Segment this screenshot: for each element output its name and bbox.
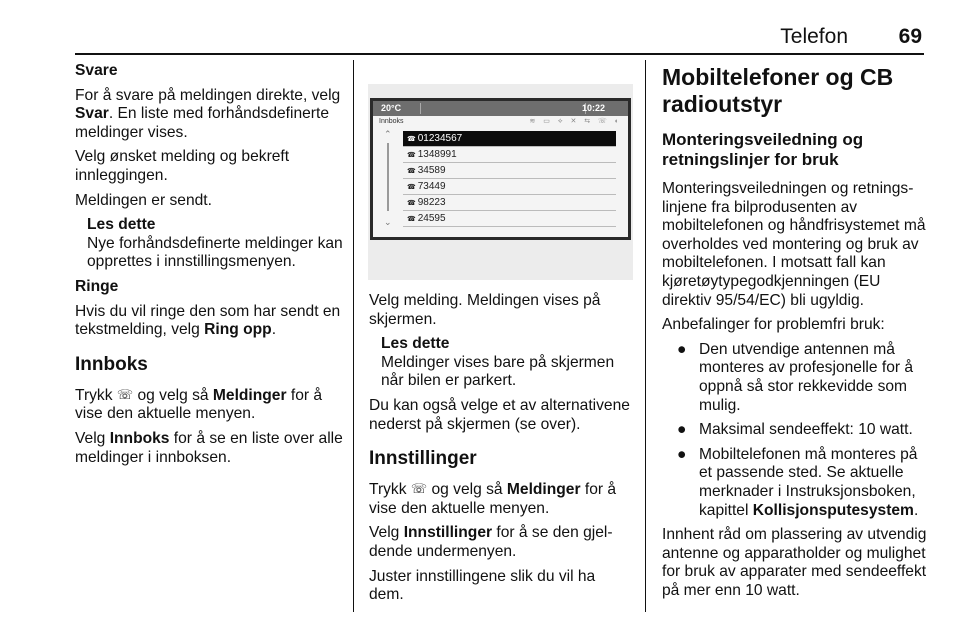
message-list-item[interactable] (403, 147, 616, 163)
scroll-up-icon[interactable]: ⌃ (384, 129, 392, 139)
recommendation-list (662, 341, 930, 520)
message-list-item[interactable] (403, 163, 616, 179)
ringe-paragraph: Hvis du vil ringe den som har sendt en tekstmelding, velg Ring opp. (75, 302, 341, 339)
right-paragraph-3: Innhent råd om plassering av utvendig antenne og apparatholder og mulighet for bruk av apparater med sendeeffekt på mer enn 10 watt. (662, 526, 927, 599)
phone-icon: ☎ (407, 136, 416, 143)
status-separator (420, 103, 421, 114)
right-paragraph-2: Anbefalinger for problemfri bruk: (662, 316, 885, 334)
header-rule (75, 53, 924, 55)
phone-icon: ☏ (410, 481, 428, 497)
list-title-bar (373, 116, 628, 128)
display-area (373, 101, 628, 237)
note-title: Les dette (381, 335, 450, 353)
column-divider-1 (353, 60, 354, 612)
ring-opp-term: Ring opp (204, 321, 272, 339)
phone-icon: ☎ (407, 168, 416, 175)
phone-icon: ☏ (116, 386, 134, 402)
clock-readout: 10:22 (581, 103, 605, 113)
bullet-icon: ● (677, 445, 687, 463)
innboks-paragraph-2: Velg Innboks for å se en liste over alle meldinger i innboksen. (75, 429, 343, 466)
note-box (369, 335, 634, 391)
infotainment-screenshot (368, 84, 633, 280)
page-header (0, 22, 960, 52)
display-bezel (370, 98, 631, 240)
innstillinger-paragraph-1: Trykk ☏ og velg så Meldinger for å vise den aktuelle menyen. (369, 481, 617, 517)
phone-icon: ☎ (407, 152, 416, 159)
bullet-icon: ● (677, 421, 687, 439)
message-list-item[interactable] (403, 195, 616, 211)
ringe-heading: Ringe (75, 277, 119, 295)
sender-number: 34589 (417, 165, 446, 176)
status-icons: ≋ ▭ ⟡ ✕ ⇆ ☏ ◐ (529, 118, 622, 125)
list-item: ● Maksimal sendeeffekt: 10 watt. (677, 421, 913, 439)
temperature-readout: 20°C (381, 103, 402, 113)
section-subheading: Monteringsveiledning og retningslinjer for bruk (662, 130, 864, 169)
phone-icon: ☎ (407, 216, 416, 223)
middle-paragraph-2: Du kan også velge et av alternativene nederst på skjermen (se over). (369, 396, 630, 433)
innboks-paragraph-1: Trykk ☏ og velg så Meldinger for å vise den aktuelle menyen. (75, 386, 323, 423)
scroll-down-icon[interactable]: ⌄ (384, 217, 392, 227)
note-title: Les dette (87, 216, 156, 234)
column-divider-2 (645, 60, 646, 612)
right-column (662, 62, 930, 606)
middle-column (369, 292, 634, 611)
left-column (75, 62, 345, 473)
scroll-track (387, 143, 389, 211)
page-title: Telefon (780, 25, 848, 48)
right-paragraph-1: Monteringsveiledningen og retningslinjene fra bilprodusenten av mobiltelefonen og håndfrisystemet må overholdes ved montering og bruk av mobiltelefonen. I motsatt fall kan kjøretøytypegodkjenningen (EU direktiv 95/54/EC) bli ugyldig. (662, 180, 926, 309)
sender-number: 73449 (417, 181, 446, 192)
bullet-icon: ● (677, 340, 687, 358)
page-number: 69 (898, 25, 922, 48)
phone-icon: ☎ (407, 184, 416, 191)
note-text: Meldinger vises bare på skjermen når bilen er parkert. (381, 353, 615, 390)
sender-number: 98223 (417, 197, 446, 208)
section-heading: Mobiltelefoner og CB radioutstyr (662, 64, 894, 117)
svar-term: Svar (75, 105, 109, 123)
list-item: ● Mobiltelefonen må monteres på et passende sted. Se aktuelle merknader i Instruksjonsboken, kapittel Kollisjonsputesystem. (677, 445, 919, 519)
middle-paragraph-1: Velg melding. Meldingen vises på skjermen. (369, 292, 601, 328)
inbox-title: Innboks (379, 118, 404, 125)
note-text: Nye forhåndsdefinerte meldinger kan opprettes i innstillingsmenyen. (87, 234, 343, 271)
message-list-item[interactable] (403, 179, 616, 195)
svare-heading: Svare (75, 62, 118, 79)
innstillinger-paragraph-3: Juster innstillingene slik du vil ha dem. (369, 567, 596, 604)
message-list-item[interactable] (403, 211, 616, 227)
status-bar (373, 101, 628, 116)
svare-paragraph-3: Meldingen er sendt. (75, 191, 212, 209)
message-list-item[interactable] (403, 131, 616, 147)
scrollbar[interactable] (381, 129, 395, 239)
innboks-heading: Innboks (75, 353, 148, 375)
sender-number: 01234567 (417, 133, 463, 144)
list-item: ● Den utvendige antennen må monteres av profesjonelle for å oppnå så stor rekkevidde som mulig. (677, 340, 914, 414)
svare-paragraph-2: Velg ønsket melding og bekreft innleggingen. (75, 148, 290, 184)
innstillinger-heading: Innstillinger (369, 448, 477, 470)
svare-paragraph-1: For å svare på meldingen direkte, velg Svar. En liste med forhåndsdefinerte meldinger vises. (75, 86, 341, 141)
phone-icon: ☎ (407, 200, 416, 207)
sender-number: 24595 (417, 213, 446, 224)
innstillinger-paragraph-2: Velg Innstillinger for å se den gjeldende undermenyen. (369, 524, 613, 560)
note-box (75, 216, 345, 272)
sender-number: 1348991 (417, 149, 457, 160)
message-list (403, 131, 616, 227)
